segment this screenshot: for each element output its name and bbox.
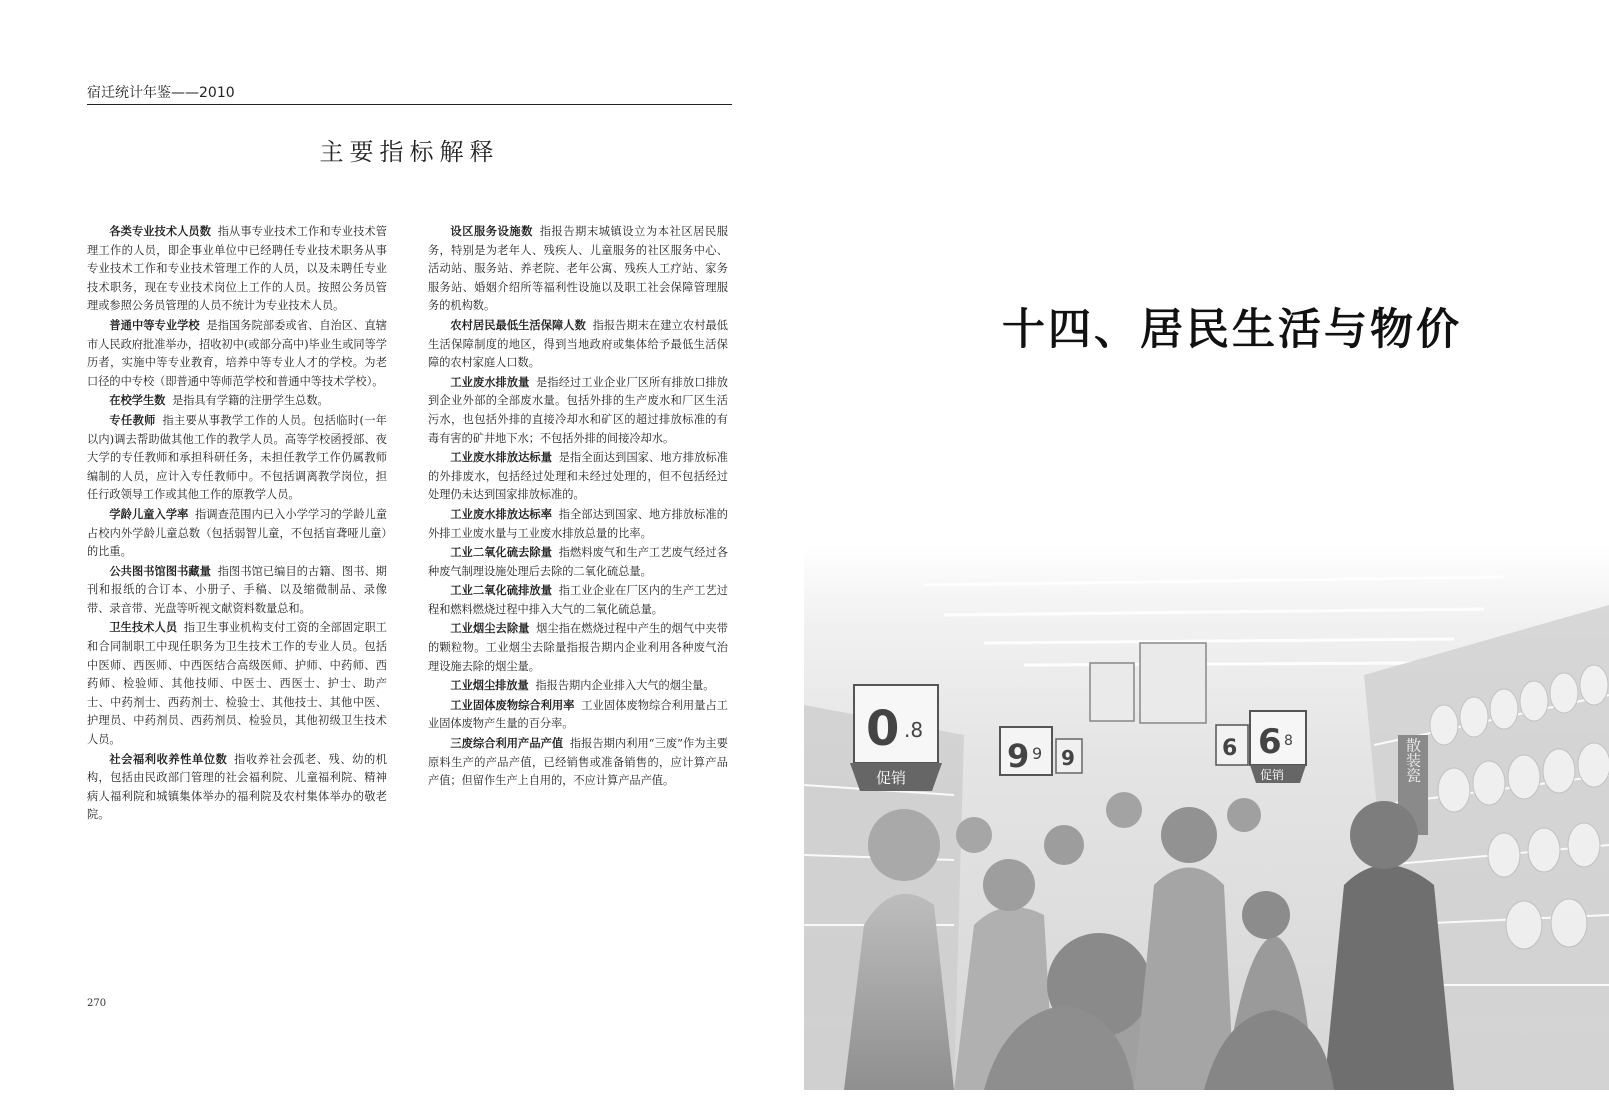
definition-term: 工业烟尘排放量: [450, 678, 529, 693]
chapter-title: 十四、居民生活与物价: [1002, 305, 1462, 355]
definition-text: 是指国务院部委或省、自治区、直辖市人民政府批准举办，招收初中(或部分高中)毕业生或同等学历者，实施中等专业教育，培养中等专业人才的学校。为老口径的中专校（即普通中等师范学校和普通中等技术学校）。: [87, 318, 387, 388]
price-sign-left-main: 0: [866, 701, 900, 757]
definition-text: 工业固体废物综合利用量占工业固体废物产生量的百分率。: [428, 698, 728, 731]
definition-paragraph: [428, 543, 728, 581]
definition-text: 是指具有学籍的注册学生总数。: [172, 394, 329, 408]
definition-paragraph: [428, 222, 728, 316]
definition-text: 指报告期内企业排入大气的烟尘量。: [535, 679, 715, 693]
definition-term: 社会福利收养性单位数: [109, 751, 228, 766]
definition-term: 工业二氧化硫去除量: [450, 545, 553, 560]
definition-text: 指收养社会孤老、残、幼的机构，包括由民政部门管理的社会福利院、儿童福利院、精神病人福利院和城镇集体举办的福利院及农村集体举办的敬老院。: [87, 752, 387, 822]
definition-term: 工业废水排放达标率: [450, 506, 553, 521]
price-sign-right-main: 6: [1258, 722, 1282, 762]
definition-paragraph: [87, 316, 387, 391]
definition-text: 是指经过工业企业厂区所有排放口排放到企业外部的全部废水量。包括外排的生产废水和厂区生活污水，也包括外排的直接冷却水和矿区的超过排放标准的有毒有害的矿井地下水；不包括外排的间接冷却水。: [428, 375, 728, 445]
definition-term: 学龄儿童入学率: [109, 506, 189, 521]
section-title: 主要指标解释: [319, 138, 500, 166]
bulk-sign-text: 散装瓷: [1404, 737, 1422, 783]
definition-paragraph: [428, 676, 728, 696]
definition-paragraph: [428, 734, 728, 791]
promo-label-right: 促销: [1260, 768, 1285, 782]
page-number: 270: [87, 998, 107, 1009]
definition-paragraph: [87, 411, 387, 505]
definition-text: 指报告期末城镇设立为本社区居民服务，特别是为老年人、残疾人、儿童服务的社区服务中心、活动站、服务站、养老院、老年公寓、残疾人工疗站、家务服务站、婚姻介绍所等福利性设施以及职工社会保障管理服务的机构数。: [428, 225, 728, 313]
definition-term: 专任教师: [109, 412, 156, 427]
price-sign-mid-1-sup: 9: [1032, 744, 1043, 763]
promo-label-left: 促销: [876, 769, 907, 787]
left-page: [0, 0, 790, 1099]
right-page: [790, 0, 1609, 1099]
definition-paragraph: [428, 316, 728, 373]
definition-text: 指主要从事教学工作的人员。包括临时(一年以内)调去帮助做其他工作的教学人员。高等学校函授部、夜大学的专任教师和承担科研任务，未担任教学工作仍属教师编制的人员，应计入专任教师中。不包括调离教学岗位，担任行政领导工作或其他工作的原教学人员。: [87, 413, 387, 502]
definition-text: 指全部达到国家、地方排放标准的外排工业废水量与工业废水排放总量的比率。: [428, 507, 728, 540]
left-column: [87, 222, 387, 825]
definition-term: 农村居民最低生活保障人数: [450, 317, 586, 332]
price-sign-right-sup: 8: [1284, 733, 1293, 749]
definition-term: 在校学生数: [109, 393, 166, 408]
definition-paragraph: [428, 373, 728, 448]
price-sign-mid-1: 9: [1007, 737, 1030, 775]
price-sign-mid-3: 6: [1222, 736, 1238, 761]
supermarket-crowd-photo: [804, 545, 1609, 1090]
definition-text: 是指全面达到国家、地方排放标准的外排废水，包括经过处理和未经过处理的，但不包括经过处理仍未达到国家排放标准的。: [428, 451, 728, 502]
definition-text: 指从事专业技术工作和专业技术管理工作的人员，即企事业单位中已经聘任专业技术职务从事专业技术工作和专业技术管理工作的人员，以及未聘任专业技术职务，现在专业技术岗位上工作的人员。按照公务员管理或参照公务员管理的人员不统计为专业技术人员。: [87, 225, 387, 313]
definition-term: 公共图书馆图书藏量: [109, 563, 212, 578]
definition-text: 指报告期末在建立农村最低生活保障制度的地区，得到当地政府或集体给予最低生活保障的农村家庭人口数。: [428, 318, 728, 370]
definition-paragraph: [428, 448, 728, 505]
definition-paragraph: [428, 505, 728, 543]
definition-paragraph: [428, 619, 728, 676]
definition-term: 工业烟尘去除量: [450, 621, 530, 636]
definition-paragraph: [87, 391, 387, 411]
right-column: [428, 222, 728, 791]
definition-text: 指报告期内利用“三废”作为主要原料生产的产品产值，已经销售或准备销售的，应计算产品产值；但留作生产上自用的，不应计算产品产值。: [428, 737, 728, 788]
definition-text: 指工业企业在厂区内的生产工艺过程和燃料燃烧过程中排入大气的二氧化硫总量。: [428, 584, 728, 616]
price-sign-left: [850, 685, 942, 791]
definition-paragraph: [87, 750, 387, 825]
definition-paragraph: [87, 618, 387, 749]
definition-term: 工业废水排放量: [450, 374, 530, 389]
definition-paragraph: [428, 696, 728, 734]
definition-text: 指调查范围内已入小学学习的学龄儿童占校内外学龄儿童总数（包括弱智儿童，不包括盲聋哑儿童）的比重。: [87, 507, 387, 559]
price-sign-mid-2: 9: [1061, 746, 1075, 770]
price-sign-left-sup: .8: [904, 718, 924, 742]
definition-term: 三废综合利用产品产值: [450, 736, 564, 751]
definition-text: 指图书馆已编目的古籍、图书、期刊和报纸的合订本、小册子、手稿、以及缩微制品、录像带、录音带、光盘等听视文献资料数量总和。: [87, 564, 387, 615]
definition-term: 工业废水排放达标量: [450, 450, 553, 465]
definition-text: 指卫生事业机构支付工资的全部固定职工和合同制职工中现任职务为卫生技术工作的专业人员。包括中医师、西医师、中西医结合高级医师、护师、中药师、西药师、检验师、其他技师、中医士、西医士、护士、助产士、中药剂士、西药剂士、检验士、其他技士、其他中医、护理员、中药剂员、西药剂员、检验员，其他初级卫生技术人员。: [87, 621, 387, 747]
running-header: 宿迁统计年鉴——2010: [87, 84, 732, 105]
definition-paragraph: [87, 562, 387, 619]
definition-term: 设区服务设施数: [450, 224, 534, 238]
definition-paragraph: [87, 505, 387, 562]
definition-paragraph: [428, 581, 728, 619]
definition-term: 普通中等专业学校: [109, 317, 200, 332]
definition-term: 工业固体废物综合利用率: [450, 697, 575, 712]
definition-text: 指燃料废气和生产工艺废气经过各种废气制理设施处理后去除的二氧化硫总量。: [428, 546, 728, 578]
definition-term: 卫生技术人员: [109, 620, 178, 635]
definition-text: 烟尘指在燃烧过程中产生的烟气中夹带的颗粒物。工业烟尘去除量指报告期内企业利用各种废气治理设施去除的烟尘量。: [428, 622, 728, 673]
definition-term: 各类专业技术人员数: [109, 224, 212, 238]
definition-paragraph: [87, 222, 387, 316]
definition-term: 工业二氧化硫排放量: [450, 583, 553, 598]
